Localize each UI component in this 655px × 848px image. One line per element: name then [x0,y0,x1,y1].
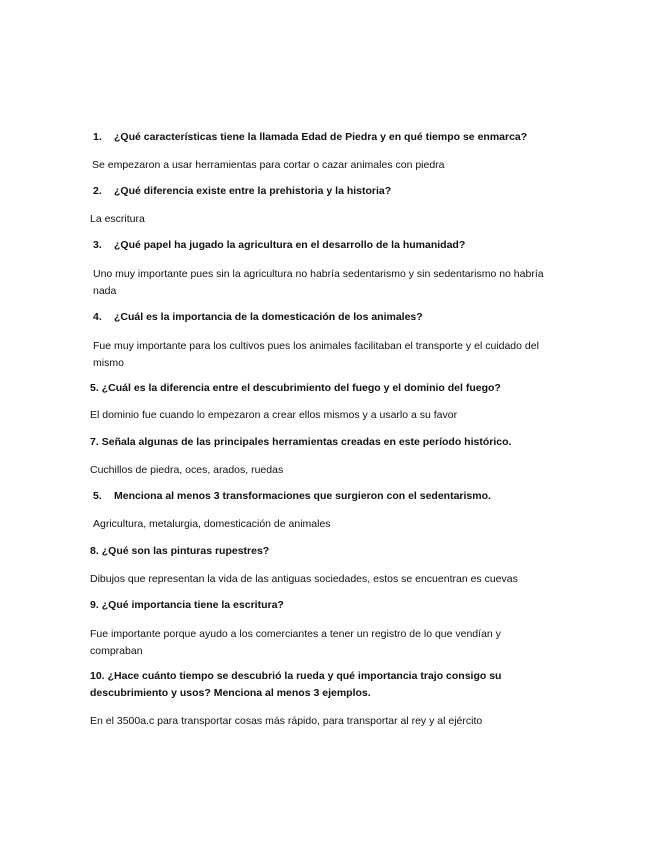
answer-3: Uno muy importante pues sin la agricultura no habría sedentarismo y sin sedentarismo no habría nada [93,268,544,297]
question-7 [90,434,570,451]
question-number: 9. [90,599,99,611]
question-text: ¿Qué importancia tiene la escritura? [101,599,284,611]
question-number: 4. [93,311,102,323]
question-text: ¿Qué características tiene la llamada Edad de Piedra y en qué tiempo se enmarca? [114,131,528,143]
question-text: ¿Hace cuánto tiempo se descubrió la rueda y qué importancia trajo consigo su descubrimiento y usos? Menciona al menos 3 ejemplos. [90,670,502,699]
answer-5: El dominio fue cuando lo empezaron a crear ellos mismos y a usarlo a su favor [90,409,458,421]
question-text: ¿Cuál es la importancia de la domesticación de los animales? [114,311,423,323]
question-10 [90,668,530,702]
question-text: ¿Qué diferencia existe entre la prehistoria y la historia? [114,185,392,197]
question-5b [90,488,570,505]
answer-8: Dibujos que representan la vida de las antiguas sociedades, estos se encuentran es cuevas [90,573,518,585]
question-2 [90,183,570,200]
answer-5b: Agricultura, metalurgia, domesticación de animales [93,518,331,530]
question-number: 10. [90,670,105,682]
answer-4: Fue muy importante para los cultivos pues los animales facilitaban el transporte y el cuidado del mismo [93,340,539,369]
question-number: 5. [93,490,102,502]
question-number: 3. [93,239,102,251]
answer-2: La escritura [90,213,145,225]
question-text: Señala algunas de las principales herramientas creadas en este período histórico. [101,436,512,448]
question-number: 2. [93,185,102,197]
question-text: ¿Qué papel ha jugado la agricultura en el desarrollo de la humanidad? [114,239,466,251]
question-number: 8. [90,545,99,557]
question-number: 1. [93,131,102,143]
question-1 [90,129,570,146]
question-number: 5. [90,382,99,394]
question-8 [90,543,570,560]
question-text: Menciona al menos 3 transformaciones que surgieron con el sedentarismo. [114,490,491,502]
question-number: 7. [90,436,99,448]
question-text: ¿Qué son las pinturas rupestres? [101,545,270,557]
question-4 [90,309,570,326]
question-text: ¿Cuál es la diferencia entre el descubrimiento del fuego y el dominio del fuego? [101,382,501,394]
answer-1: Se empezaron a usar herramientas para cortar o cazar animales con piedra [92,159,445,171]
question-3 [90,237,570,254]
question-9 [90,597,570,614]
question-5 [90,380,570,397]
answer-10: En el 3500a.c para transportar cosas más rápido, para transportar al rey y al ejército [90,715,483,727]
answer-9: Fue importante porque ayudo a los comerciantes a tener un registro de lo que vendían y compraban [90,628,501,657]
answer-7: Cuchillos de piedra, oces, arados, ruedas [90,464,284,476]
